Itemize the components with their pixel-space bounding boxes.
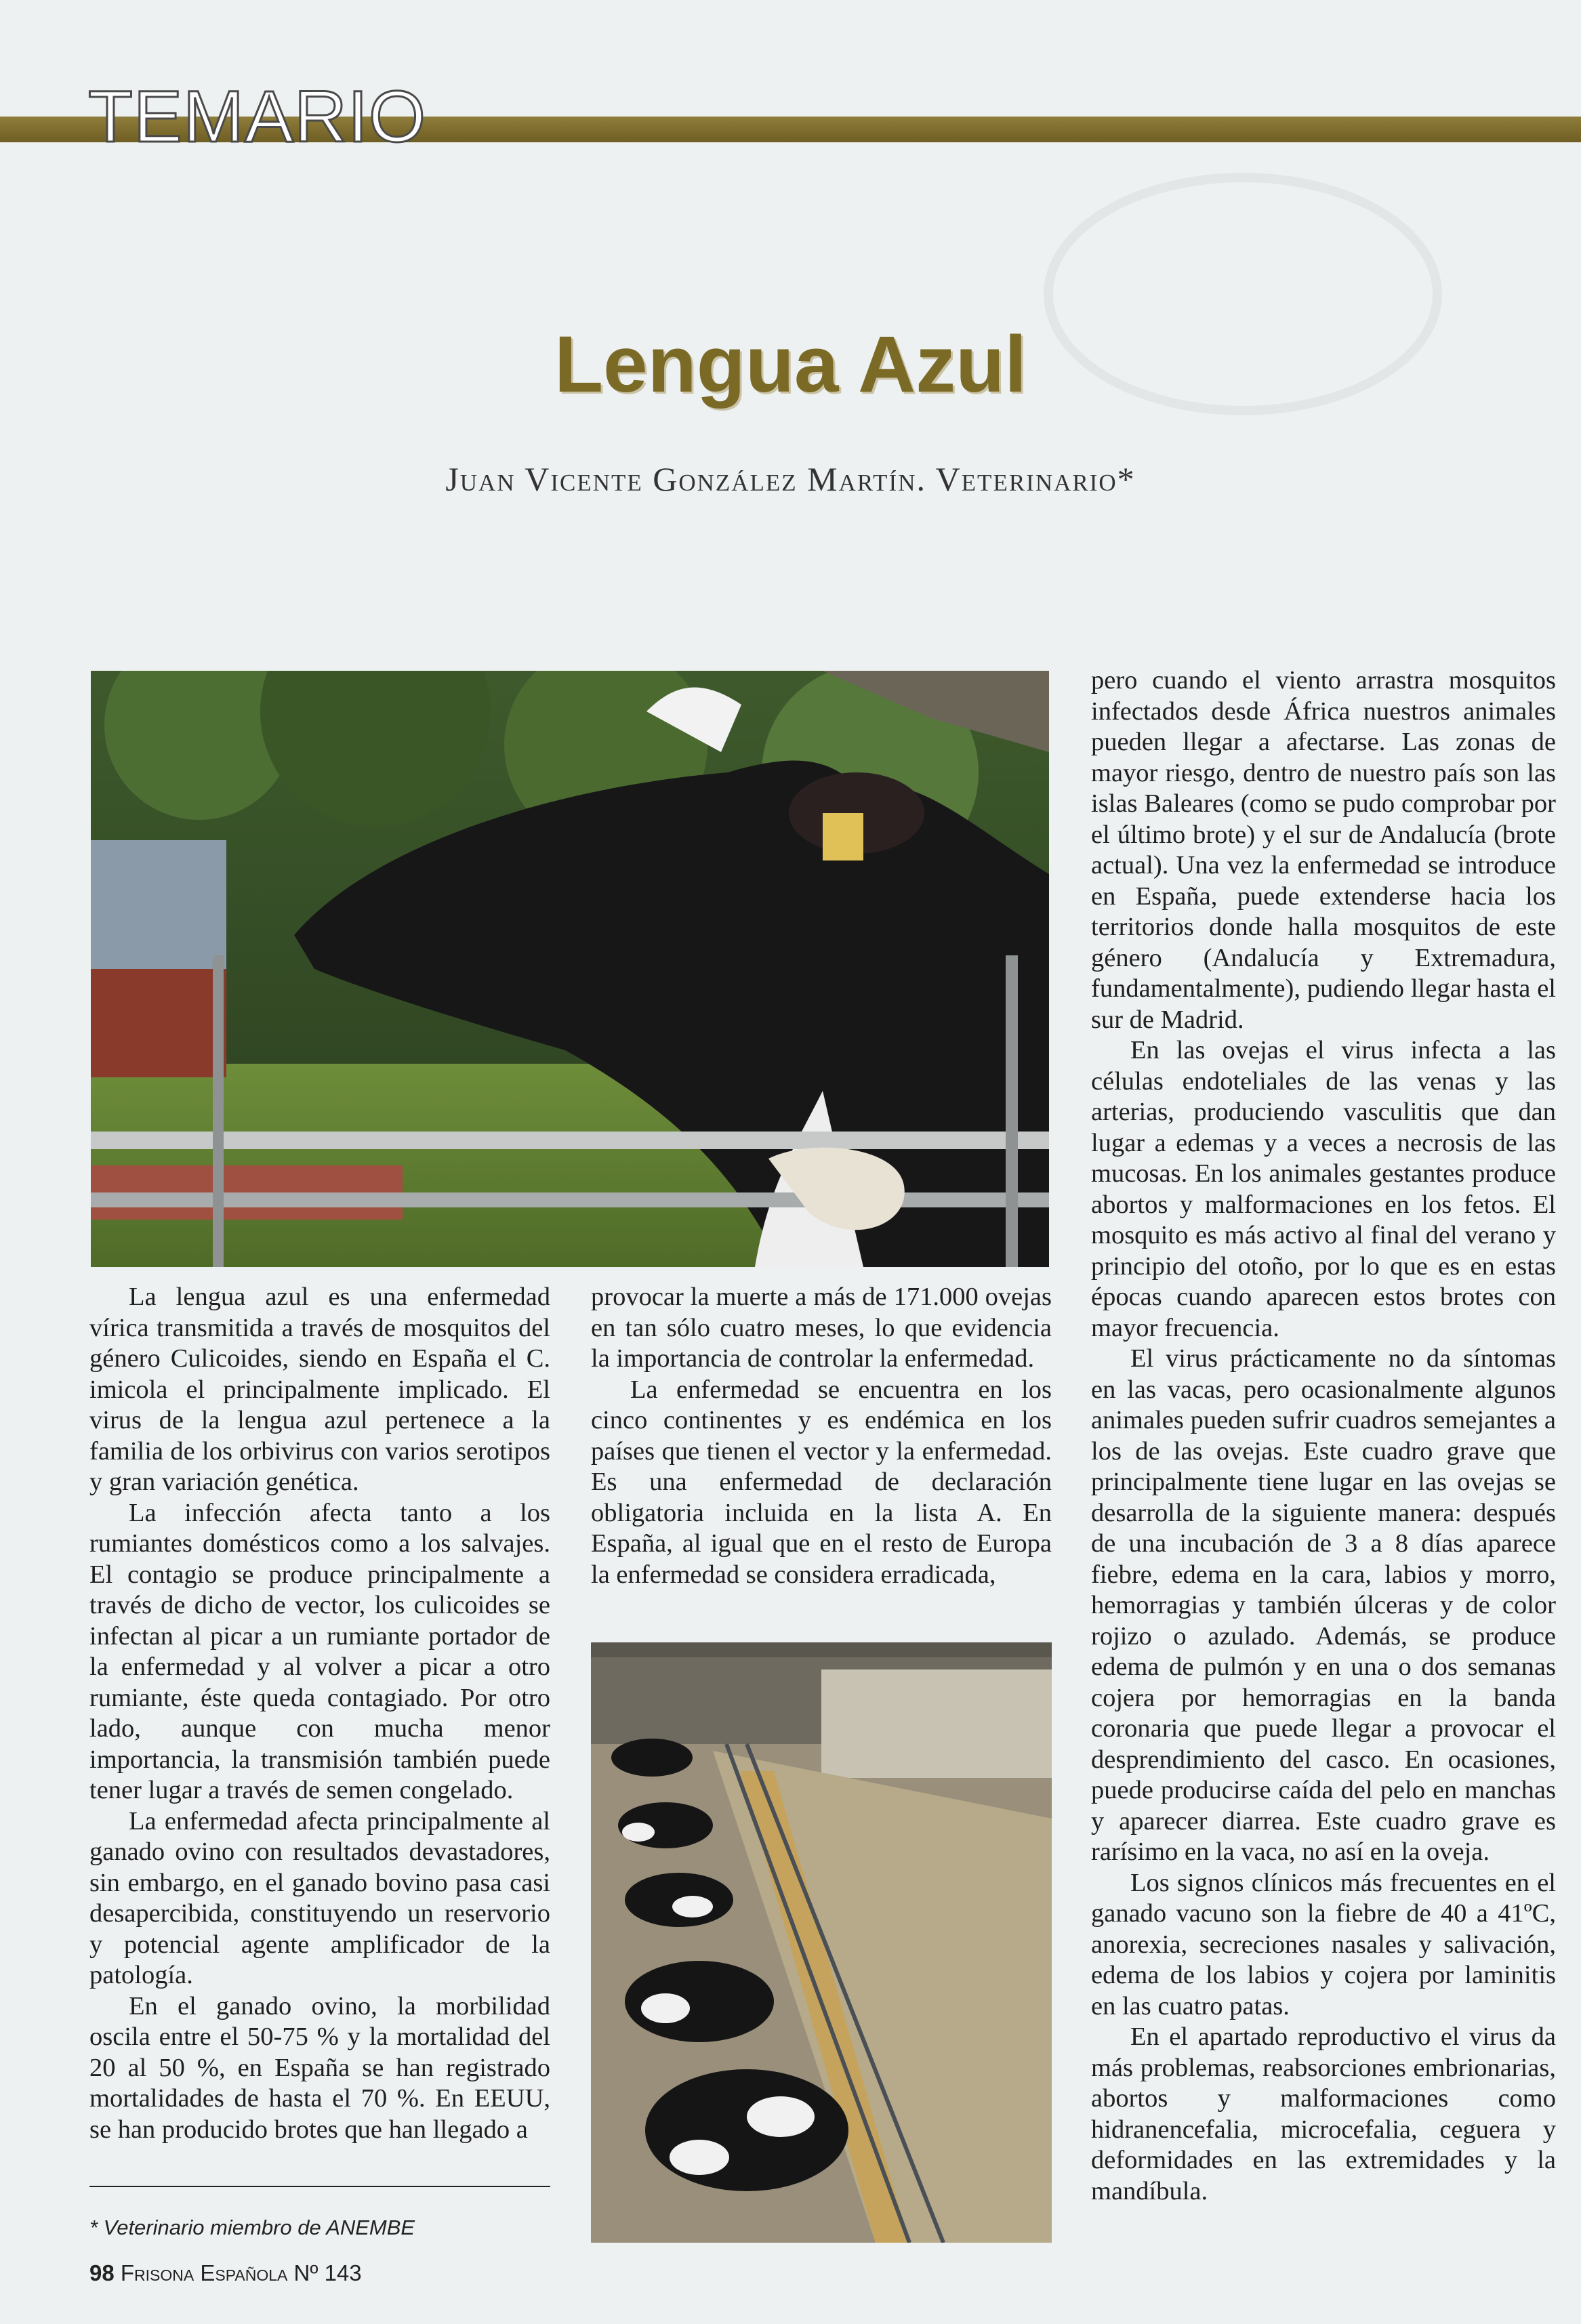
paragraph: En el apartado reproductivo el virus da más problemas, reabsorciones embrionarias, abortos y malformaciones como hidranencefalia, microcefalia, ceguera y deformidades en las extremidades y la mandíbula. [1091, 2022, 1556, 2205]
article-title: Lengua Azul [554, 320, 1027, 410]
publication-name: Frisona Española [120, 2260, 288, 2285]
paragraph: La lengua azul es una enfermedad vírica transmitida a través de mosquitos del género Culicoides, siendo en España el C. imicola el principalmente implicado. El virus de la lengua azul pertenece a la familia de los orbivirus con varios serotipos y gran variación genética. [89, 1283, 550, 1496]
paragraph: La enfermedad afecta principalmente al ganado ovino con resultados devastadores, sin embargo, en el ganado bovino pasa casi desapercibida, constituyendo un reservorio y potencial agente amplificador de la patología. [89, 1806, 550, 1989]
paragraph: La infección afecta tanto a los rumiantes domésticos como a los salvajes. El contagio se produce principalmente a través de dicho de vector, los culicoides se infectan al picar a un rumiante portador de la enfermedad y al volver a picar a otro rumiante, éste queda contagiado. Por otro lado, aunque con mucha menor importancia, la transmisión también puede tener lugar a través de semen congelado. [89, 1498, 550, 1804]
paragraph: En las ovejas el virus infecta a las células endoteliales de las venas y las arterias, produciendo vasculitis que dan lugar a edemas y a veces a necrosis de las mucosas. En los animales gestantes produce abortos y malformaciones en los fetos. El mosquito es más activo al final del verano y principio del otoño, por lo que es en estas épocas cuando aparecen estos brotes con mayor frecuencia. [1091, 1036, 1556, 1342]
article-column-2 [591, 1282, 1052, 1590]
cow-photo [91, 671, 1049, 1267]
paragraph: provocar la muerte a más de 171.000 ovejas en tan sólo cuatro meses, lo que evidencia la importancia de controlar la enfermedad. [591, 1283, 1052, 1373]
page-number: 98 [89, 2260, 115, 2285]
paragraph: En el ganado ovino, la morbilidad oscila entre el 50-75 % y la mortalidad del 20 al 50 %, en España se han registrado mortalidades de hasta el 70 %. En EEUU, se han producido brotes que han llegado a [89, 1991, 550, 2144]
paragraph: pero cuando el viento arrastra mosquitos infectados desde África nuestros animales pueden llegar a afectarse. Las zonas de mayor riesgo, dentro de nuestro país son las islas Baleares (como se pudo comprobar por el último brote) y el sur de Andalucía (brote actual). Una vez la enfermedad se introduce en España, puede extenderse hacia los territorios donde halla mosquitos de este género (Andalucía y Extremadura, fundamentalmente), pudiendo llegar hasta el sur de Madrid. [1091, 666, 1556, 1034]
section-tag: TEMARIO [88, 75, 427, 157]
article-column-3 [1091, 665, 1556, 2207]
issue-number: Nº 143 [293, 2260, 362, 2285]
article-column-1 [89, 1282, 550, 2145]
footnote-divider [89, 2186, 550, 2187]
page-folio [89, 2260, 362, 2286]
article-byline: Juan Vicente González Martín. Veterinario* [445, 460, 1136, 498]
paragraph: El virus prácticamente no da síntomas en las vacas, pero ocasionalmente algunos animales pueden sufrir cuadros semejantes a los de las ovejas. Este cuadro grave que principalmente tiene lugar en las ovejas se desarrolla de la siguiente manera: después de una incubación de 3 a 8 días aparece fiebre, edema en la cara, labios y morro, hemorragias y también úlceras y de color rojizo o azulado. Además, se produce edema de pulmón y en una o dos semanas cojera por hemorragias en la banda coronaria que puede llegar a provocar el desprendimiento del casco. En ocasiones, puede producirse caída del pelo en manchas y aparecer diarrea. Este cuadro grave es rarísimo en la vaca, no así en la oveja. [1091, 1344, 1556, 1866]
footnote: * Veterinario miembro de ANEMBE [89, 2216, 415, 2239]
barn-cows-photo [591, 1642, 1052, 2243]
paragraph: La enfermedad se encuentra en los cinco continentes y es endémica en los países que tienen el vector y la enfermedad. Es una enfermedad de declaración obligatoria incluida en la lista A. En España, al igual que en el resto de Europa la enfermedad se considera erradicada, [591, 1375, 1052, 1589]
paragraph: Los signos clínicos más frecuentes en el ganado vacuno son la fiebre de 40 a 41ºC, anorexia, secreciones nasales y salivación, edema de los labios y cojera por laminitis en las cuatro patas. [1091, 1868, 1556, 2020]
